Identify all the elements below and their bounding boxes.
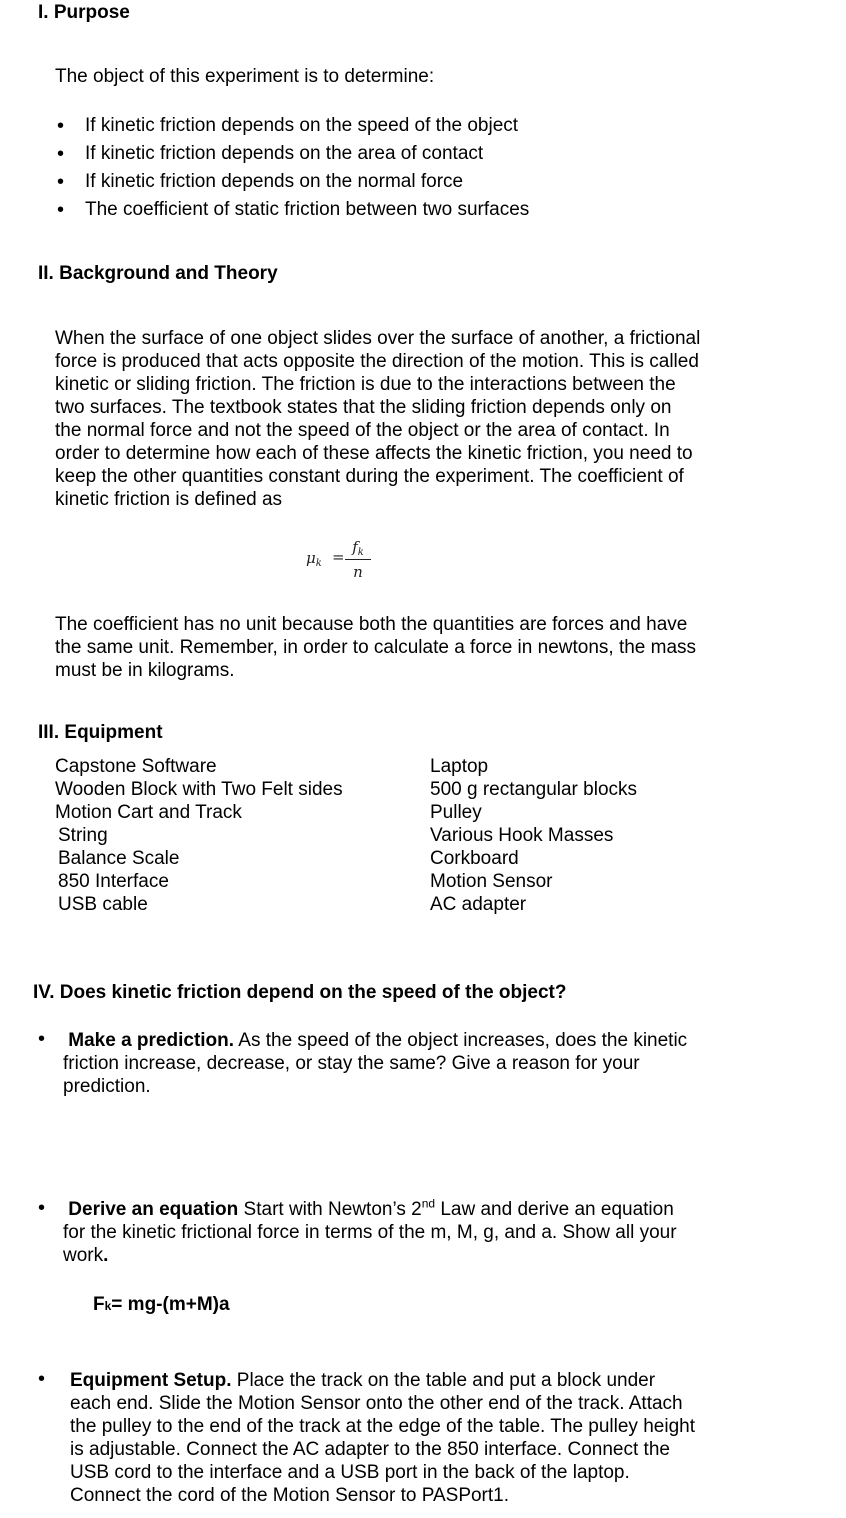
equipment-heading: III. Equipment <box>38 722 163 743</box>
list-item: • If kinetic friction depends on the speed of the object <box>57 115 519 137</box>
purpose-intro: The object of this experiment is to determine: <box>55 66 435 87</box>
background-paragraph: When the surface of one object slides over the surface of another, a frictional force is produced that acts opposite the direction of the motion. This is called kinetic or sliding friction. The friction is due to the interactions between the two surfaces. The textbook states that the sliding friction depends only on the normal force and not the speed of the object or the area of contact. In order to determine how each of these affects the kinetic friction, you need to keep the other quantities constant during the experiment. The coefficient of kinetic friction is defined as <box>55 328 701 510</box>
bullet-icon: • <box>57 115 65 137</box>
equipment-item: Laptop <box>430 756 489 777</box>
equipment-item: Motion Sensor <box>430 871 553 892</box>
bullet-icon: • <box>38 1028 46 1050</box>
equipment-left-column <box>55 755 343 916</box>
equipment-item: 850 Interface <box>58 871 169 892</box>
bullet-icon: • <box>38 1368 46 1390</box>
bullet-icon: • <box>57 171 65 193</box>
list-item: • The coefficient of static friction between two surfaces <box>57 199 530 221</box>
purpose-heading: I. Purpose <box>38 2 130 23</box>
section4-heading: IV. Does kinetic friction depend on the speed of the object? <box>33 982 567 1003</box>
friction-formula: Fk= mg-(m+M)a <box>93 1294 230 1315</box>
derive-label: Derive an equation <box>68 1199 239 1220</box>
fraction-bar <box>345 559 371 560</box>
setup-label: Equipment Setup. <box>70 1370 232 1391</box>
equipment-item: 500 g rectangular blocks <box>430 779 638 800</box>
equation-numerator: $f_k$ <box>352 538 364 558</box>
equipment-item: AC adapter <box>430 894 527 915</box>
prediction-label: Make a prediction. <box>68 1030 235 1051</box>
equipment-item: Corkboard <box>430 848 519 869</box>
list-item: • If kinetic friction depends on the area of contact <box>57 143 484 165</box>
equipment-item: USB cable <box>58 894 148 915</box>
bullet-icon: • <box>57 143 65 165</box>
equipment-item: Various Hook Masses <box>430 825 614 846</box>
equipment-item: Motion Cart and Track <box>55 802 242 823</box>
purpose-list <box>57 115 530 227</box>
list-item: • If kinetic friction depends on the normal force <box>57 171 464 193</box>
background-heading: II. Background and Theory <box>38 263 278 284</box>
equation-lhs: $\mu_k$ <box>306 549 322 569</box>
derive-paragraph: Derive an equation Start with Newton’s 2nd Law and derive an equation for the kinetic frictional force in terms of the m, M, g, and a. Show all your work. <box>63 1196 677 1266</box>
equation-equals: = <box>332 548 345 566</box>
bullet-icon: • <box>38 1197 46 1219</box>
background-paragraph-2: The coefficient has no unit because both the quantities are forces and have the same unit. Remember, in order to calculate a force in newtons, the mass must be in kilograms. <box>55 614 697 681</box>
equipment-item: Capstone Software <box>55 756 217 777</box>
setup-paragraph: Equipment Setup. Place the track on the table and put a block under each end. Slide the Motion Sensor onto the other end of the track. Attach the pulley to the end of the track at the edge of the table. The pulley height is adjustable. Connect the AC adapter to the 850 interface. Connect the USB cord to the interface and a USB port in the back of the laptop. Connect the cord of the Motion Sensor to PASPort1. <box>70 1370 695 1506</box>
equipment-item: Wooden Block with Two Felt sides <box>55 779 343 800</box>
equipment-item: Balance Scale <box>58 848 180 869</box>
equipment-right-column <box>430 755 637 916</box>
equipment-item: String <box>58 825 108 846</box>
equation-denominator: n <box>353 563 363 581</box>
equipment-item: Pulley <box>430 802 482 823</box>
prediction-paragraph: Make a prediction. As the speed of the object increases, does the kinetic friction increase, decrease, or stay the same? Give a reason for your prediction. <box>63 1030 688 1097</box>
bullet-icon: • <box>57 199 65 221</box>
